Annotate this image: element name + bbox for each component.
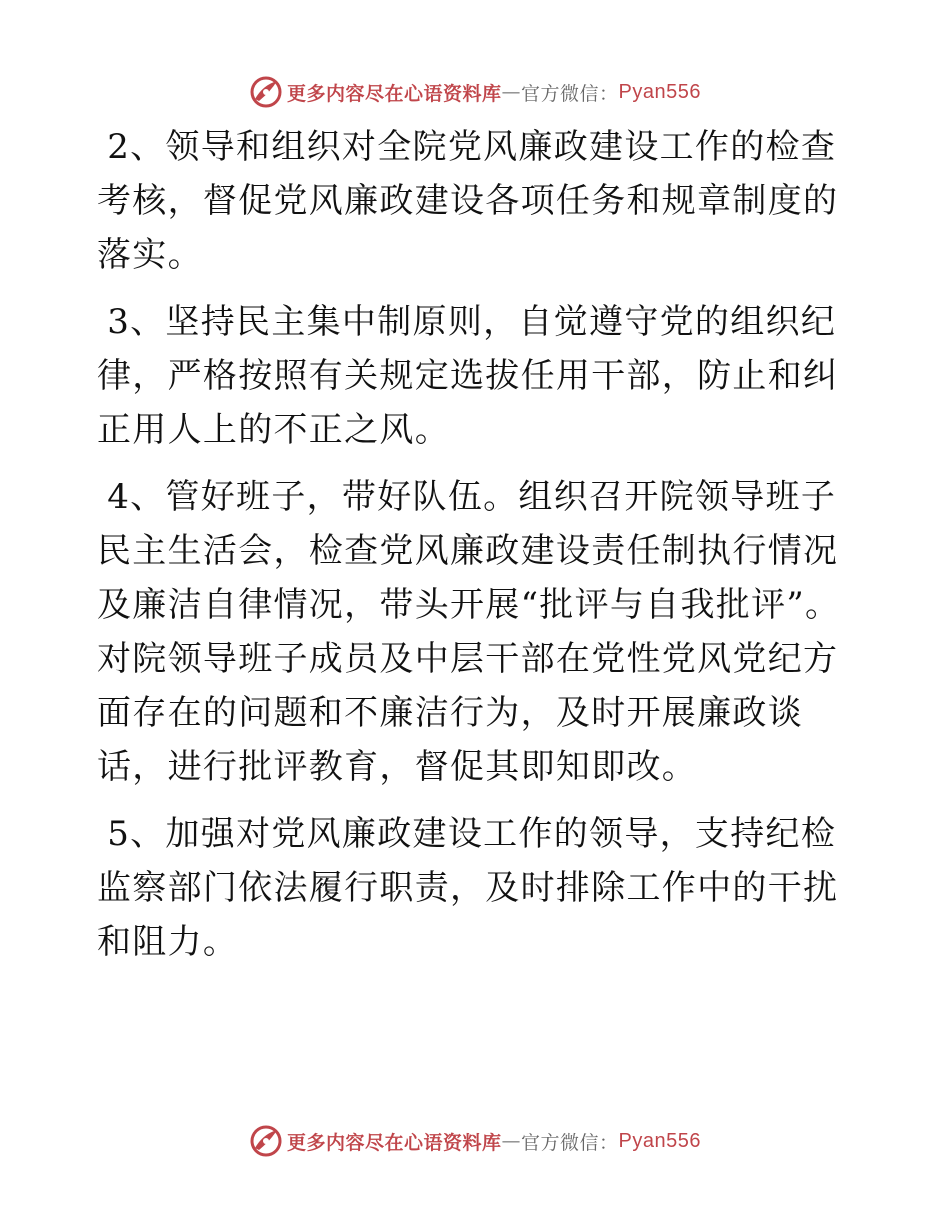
watermark-label: 官方微信： [521,1131,619,1154]
document-body [97,120,853,982]
watermark-dash: — [501,81,522,103]
paragraph-item-3: 3、坚持民主集中制原则，自觉遵守党的组织纪律，严格按照有关规定选拔任用干部，防止和纠正用人上的不正之风。 [97,302,839,450]
watermark-wechat-id: Pyan556 [618,80,701,103]
watermark-label: 官方微信： [521,82,619,105]
pen-logo-icon [249,75,283,109]
watermark-dash: — [501,1130,522,1152]
paragraph-item-4: 4、管好班子，带好队伍。组织召开院领导班子民主生活会，检查党风廉政建设责任制执行情况及廉洁自律情况，带头开展“批评与自我批评”。对院领导班子成员及中层干部在党性党风党纪方面存在的问题和不廉洁行为，及时开展廉政谈话，进行批评教育，督促其即知即改。 [97,477,841,787]
paragraph-item-2: 2、领导和组织对全院党风廉政建设工作的检查考核，督促党风廉政建设各项任务和规章制度的落实。 [97,127,839,275]
footer-watermark [0,1121,950,1161]
header-watermark [0,72,950,112]
watermark-wechat-id: Pyan556 [618,1129,701,1152]
paragraph-item-5: 5、加强对党风廉政建设工作的领导，支持纪检监察部门依法履行职责，及时排除工作中的干扰和阻力。 [97,814,839,962]
pen-logo-icon [249,1124,283,1158]
watermark-text: 更多内容尽在心语资料库 [287,82,502,105]
watermark-text: 更多内容尽在心语资料库 [287,1131,502,1154]
